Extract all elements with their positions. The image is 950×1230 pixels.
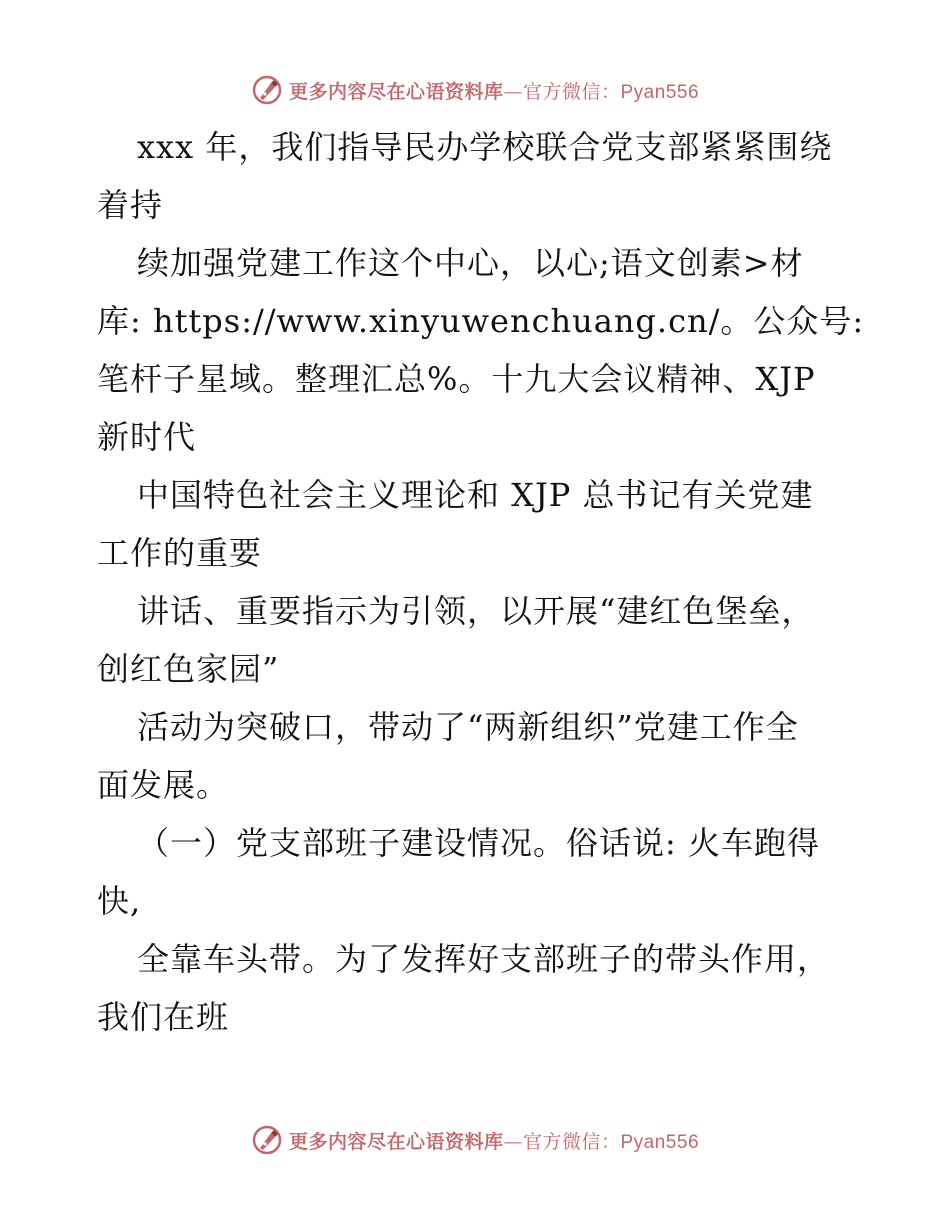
text-line: 笔杆子星域。整理汇总%。十九大会议精神、XJP — [97, 360, 816, 398]
document-body — [97, 118, 865, 1046]
watermark-wechat-id: Pyan556 — [620, 1131, 700, 1153]
watermark-separator: — — [503, 1130, 523, 1153]
watermark-main-text: 更多内容尽在心语资料库 — [288, 1130, 504, 1153]
text-line: 创红色家园” — [97, 650, 280, 688]
text-line: 工作的重要 — [97, 534, 263, 572]
text-line: 中国特色社会主义理论和 XJP 总书记有关党建 — [137, 476, 814, 514]
text-line: 新时代 — [97, 418, 197, 456]
text-line: 全靠车头带。为了发挥好支部班子的带头作用， — [137, 940, 831, 978]
text-line: 快, — [97, 882, 142, 920]
header-watermark — [0, 70, 950, 110]
pen-nib-logo-icon — [251, 1124, 283, 1156]
text-line: 活动为突破口，带动了“两新组织”党建工作全 — [137, 708, 799, 746]
watermark-wechat-label: 官方微信： — [522, 1130, 621, 1153]
text-line: 面发展。 — [97, 766, 230, 804]
footer-watermark — [0, 1120, 950, 1160]
text-line: 讲话、重要指示为引领，以开展“建红色堡垒， — [137, 592, 815, 630]
watermark-separator: — — [503, 80, 523, 103]
text-line: 我们在班 — [97, 998, 230, 1036]
watermark-text — [289, 77, 699, 104]
watermark-wechat-label: 官方微信： — [522, 80, 621, 103]
text-line: 着持 — [97, 186, 164, 224]
text-line: xxx 年，我们指导民办学校联合党支部紧紧围绕 — [137, 128, 833, 166]
pen-nib-logo-icon — [251, 74, 283, 106]
text-line: 续加强党建工作这个中心，以心;语文创素>材 — [137, 244, 804, 282]
watermark-wechat-id: Pyan556 — [620, 81, 700, 103]
text-line: （一）党支部班子建设情况。俗话说: 火车跑得 — [137, 824, 820, 862]
watermark-main-text: 更多内容尽在心语资料库 — [288, 80, 504, 103]
watermark-text — [289, 1127, 699, 1154]
text-line: 库: https://www.xinyuwenchuang.cn/。公众号: — [97, 302, 865, 340]
